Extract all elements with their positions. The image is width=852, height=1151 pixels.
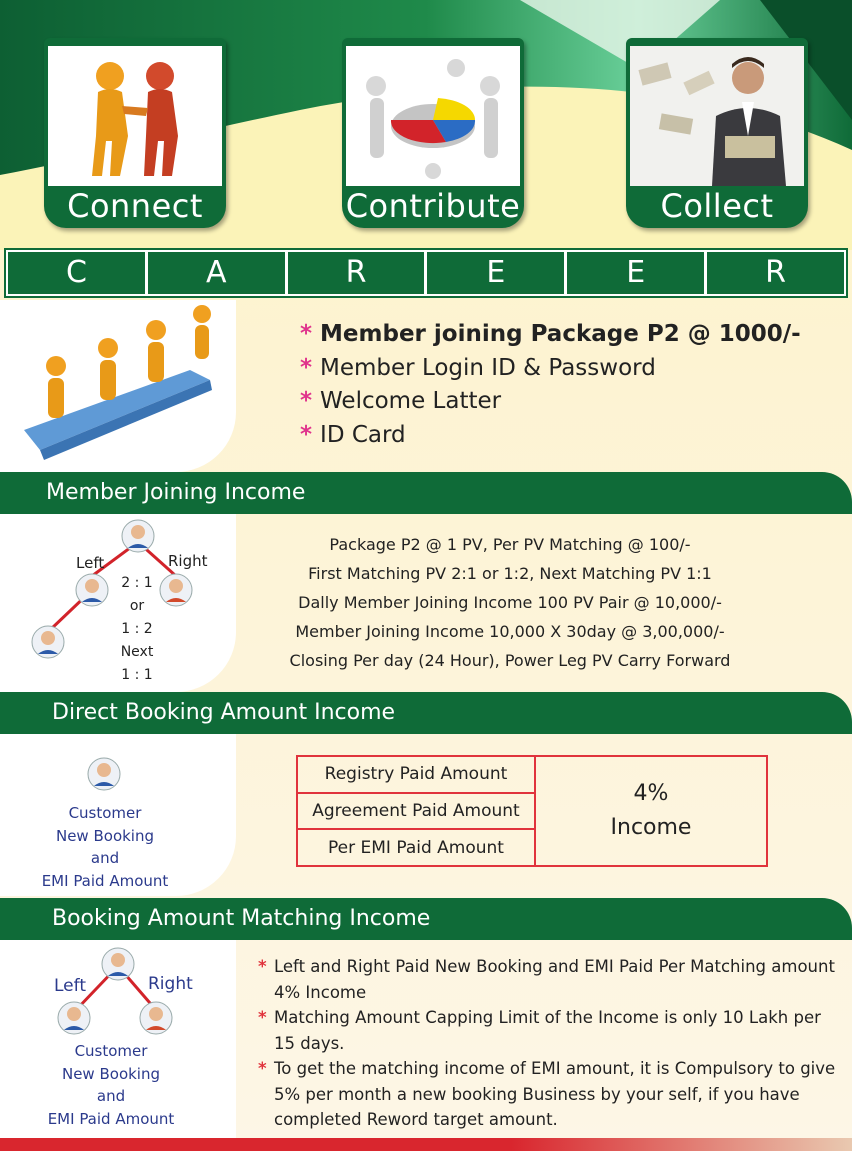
asterisk-icon: * [300, 388, 313, 414]
income-cell: 4% Income [535, 756, 767, 866]
list-item: * Welcome Latter [300, 388, 502, 414]
direct-booking-header: Direct Booking Amount Income [0, 692, 852, 734]
connect-label: Connect [67, 187, 203, 225]
table-cell: Per EMI Paid Amount [297, 829, 535, 866]
table-cell: Registry Paid Amount [297, 756, 535, 793]
list-item: * Left and Right Paid New Booking and EMI Paid Per Matching amount 4% Income [258, 954, 838, 1005]
left-label: Left [54, 976, 86, 996]
asterisk-icon: * [258, 1008, 267, 1027]
connect-card [44, 38, 226, 228]
contribute-label: Contribute [345, 187, 521, 225]
career-letter: R [288, 252, 425, 294]
collect-label: Collect [660, 187, 774, 225]
pie-chart-team-icon [346, 46, 520, 186]
asterisk-icon: * [300, 321, 313, 347]
asterisk-icon: * [258, 1059, 267, 1078]
customer-booking-label: Customer New Booking and EMI Paid Amount [47, 1042, 175, 1128]
customer-booking-label: Customer New Booking and EMI Paid Amount [41, 804, 169, 890]
booking-income-table [296, 755, 768, 867]
handshake-icon [48, 46, 222, 186]
asterisk-icon: * [258, 957, 267, 976]
customer-icon [0, 734, 236, 794]
joining-benefits-list [300, 318, 840, 452]
table-cell: Agreement Paid Amount [297, 793, 535, 830]
matching-tree-icon [0, 940, 236, 1040]
list-item: * To get the matching income of EMI amount, it is Compulsory to give 5% per month a new booking Business by your self, if you have completed Reword target amount. [258, 1056, 838, 1133]
member-joining-income-header: Member Joining Income [0, 472, 852, 514]
list-item: * Member joining Package P2 @ 1000/- [300, 321, 801, 347]
collect-card [626, 38, 808, 228]
career-banner [4, 248, 848, 298]
contribute-card [342, 38, 524, 228]
right-label: Right [148, 974, 193, 994]
booking-matching-header: Booking Amount Matching Income [0, 898, 852, 940]
career-letter: E [567, 252, 704, 294]
bottom-divider [0, 1138, 852, 1151]
member-joining-details: Package P2 @ 1 PV, Per PV Matching @ 100/- First Matching PV 2:1 or 1:2, Next Matching PV 1:1 Dally Member Joining Income 100 PV Pair @ 10,000/- Member Joining Income 10,000 X 30day @ 3,00,000/- Closing Per day (24 Hour), Power Leg PV Carry Forward [289, 535, 731, 670]
ratio-text: 2 : 1 or 1 : 2 Next 1 : 1 [120, 575, 154, 683]
asterisk-icon: * [300, 421, 313, 448]
career-letter: C [8, 252, 145, 294]
team-puzzle-icon [0, 300, 236, 472]
list-item: * Matching Amount Capping Limit of the Income is only 10 Lakh per 15 days. [258, 1005, 838, 1056]
asterisk-icon: * [300, 354, 313, 381]
career-letter: E [427, 252, 564, 294]
matching-rules-list [258, 954, 838, 1133]
right-label: Right [168, 552, 208, 570]
team-image-panel [0, 300, 236, 472]
career-letter: A [148, 252, 285, 294]
list-item: * ID Card [300, 421, 406, 448]
career-letter: R [707, 252, 844, 294]
list-item: * Member Login ID & Password [300, 354, 656, 381]
left-label: Left [76, 554, 105, 572]
businessman-money-icon [630, 46, 804, 186]
